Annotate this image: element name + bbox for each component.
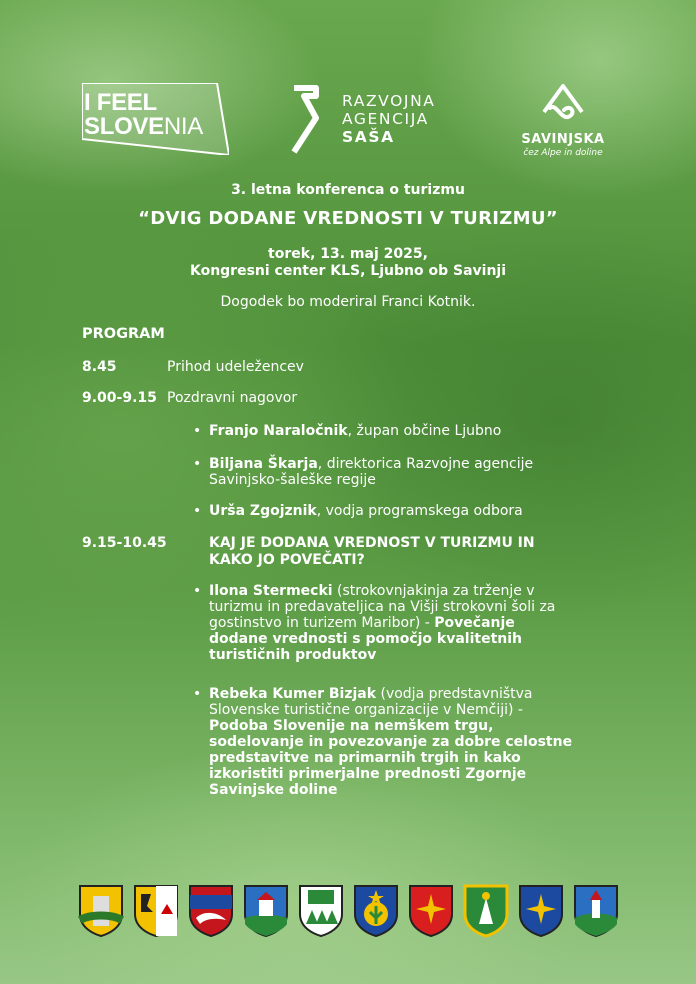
talk-item: • Rebeka Kumer Bizjak (vodja predstavništva Slovenske turistične organizacije v Nemčiji) - Podoba Slovenije na nemškem trgu, sodelovanje in povezovanje za dobre celostne predstavitve na primarnih trgih in kako izkoristiti primerjalne prednosti Zgornje Savinjske doline (193, 686, 573, 798)
i-feel-slovenia-logo (82, 83, 229, 155)
session-title-line: KAKO JO POVEČATI? (209, 552, 365, 568)
crest-8-icon (463, 884, 509, 938)
speaker-item: • Biljana Škarja, direktorica Razvojne agencije Savinjsko-šaleške regije (193, 456, 534, 488)
savinjska-name: SAVINJSKA (521, 132, 605, 147)
conference-subtitle: 3. letna konferenca o turizmu (231, 182, 465, 198)
crest-6-icon (353, 884, 399, 938)
bullet-icon: • (193, 686, 202, 702)
time-welcome: 9.00-9.15 (82, 390, 157, 406)
session-title (209, 535, 589, 569)
crest-9-icon (518, 884, 564, 938)
agency-line1: RAZVOJNA (342, 92, 436, 110)
time-session: 9.15-10.45 (82, 535, 167, 551)
agency-mark-icon (290, 84, 322, 156)
municipality-crests (78, 884, 618, 940)
speaker-item: • Franjo Naraločnik, župan občine Ljubno (193, 423, 502, 439)
crest-2-icon (133, 884, 179, 938)
logo-line1: I FEEL (84, 89, 157, 116)
crest-5-icon (298, 884, 344, 938)
savinjska-logo (510, 82, 620, 162)
program-heading: PROGRAM (82, 326, 165, 342)
logo-line2: SLOVENIA (84, 113, 203, 140)
arrival-label: Prihod udeležencev (167, 359, 304, 375)
time-arrival: 8.45 (82, 359, 117, 375)
bullet-icon: • (193, 456, 202, 472)
crest-3-icon (188, 884, 234, 938)
crest-10-icon (573, 884, 619, 938)
agency-line3: SAŠA (342, 128, 395, 146)
bullet-icon: • (193, 423, 202, 439)
welcome-label: Pozdravni nagovor (167, 390, 298, 406)
savinjska-tagline: čez Alpe in doline (523, 148, 603, 158)
event-venue: Kongresni center KLS, Ljubno ob Savinji (189, 263, 507, 279)
crest-4-icon (243, 884, 289, 938)
crest-1-icon (78, 884, 124, 938)
bullet-icon: • (193, 583, 202, 599)
speaker-item: • Urša Zgojznik, vodja programskega odbora (193, 503, 523, 519)
agency-line2: AGENCIJA (342, 110, 429, 128)
event-date-venue (0, 246, 696, 280)
crest-7-icon (408, 884, 454, 938)
conference-title: “DVIG DODANE VREDNOSTI V TURIZMU” (138, 208, 558, 229)
event-date: torek, 13. maj 2025, (268, 246, 428, 262)
bullet-icon: • (193, 503, 202, 519)
moderator-note: Dogodek bo moderiral Franci Kotnik. (220, 294, 476, 310)
talk-item: • Ilona Stermecki (strokovnjakinja za trženje v turizmu in predavateljica na Višji strokovni šoli za gostinstvo in turizem Maribor) - Povečanje dodane vrednosti s pomočjo kvalitetnih turističnih produktov (193, 583, 556, 663)
mountain-icon (540, 82, 586, 126)
session-title-line: KAJ JE DODANA VREDNOST V TURIZMU IN (209, 535, 535, 551)
